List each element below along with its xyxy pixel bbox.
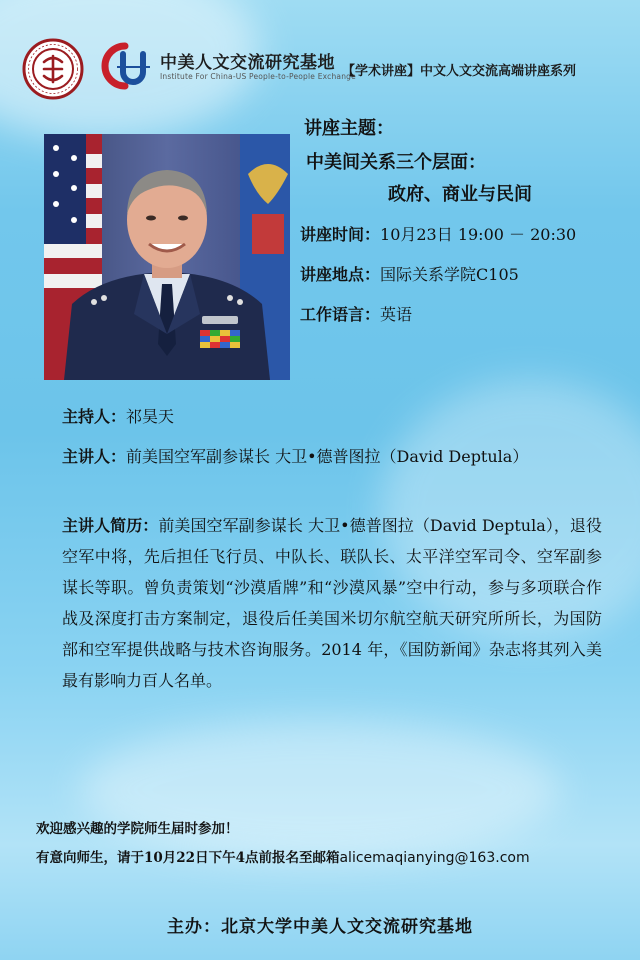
registration-email[interactable]: alicemaqianying@163.com <box>339 850 530 866</box>
time-value: 10月23日 19:00 － 20:30 <box>380 225 577 244</box>
speaker-bio <box>62 510 602 696</box>
welcome-text: 欢迎感兴趣的学院师生届时参加！ <box>36 821 239 837</box>
cu-logo-icon <box>95 40 155 96</box>
series-title: 【学术讲座】中文人文交流高端讲座系列 <box>342 64 577 79</box>
venue-value: 国际关系学院C105 <box>380 265 519 284</box>
speaker-value: 前美国空军副参谋长 大卫•德普图拉（David Deptula） <box>126 447 529 466</box>
pku-logo-icon <box>22 38 84 100</box>
lecture-time-row <box>300 222 576 245</box>
speaker-label: 主讲人： <box>62 447 127 466</box>
bio-value: 前美国空军副参谋长 大卫•德普图拉（David Deptula），退役空军中将，先后担任飞行员、中队长、联队长、太平洋空军司令、空军副参谋长等职。曾负责策划“沙漠盾牌”和“沙漠风暴”空中行动，参与多项联合作战及深度打击方案制定，退役后任美国米切尔航空航天研究所所长，为国防部和空军提供战略与技术咨询服务。2014 年，《国防新闻》杂志将其列入美最有影响力百人名单。 <box>62 516 602 690</box>
registration-prefix: 有意向师生，请于10月22日下午4点前报名至邮箱 <box>36 850 340 866</box>
language-label: 工作语言： <box>300 305 381 324</box>
speaker-photo <box>44 134 290 380</box>
time-label: 讲座时间： <box>300 225 381 244</box>
speaker-row <box>62 441 602 472</box>
institute-name-cn: 中美人文交流研究基地 <box>160 53 335 73</box>
organizer-text: 主办：北京大学中美人文交流研究基地 <box>167 917 473 937</box>
registration-text <box>36 846 530 866</box>
lecture-language-row <box>300 302 412 325</box>
venue-label: 讲座地点： <box>300 265 381 284</box>
topic-title-line-2: 政府、商业与民间 <box>388 184 532 205</box>
language-value: 英语 <box>380 305 413 324</box>
host-label: 主持人： <box>62 407 127 426</box>
host-value: 祁昊天 <box>126 407 175 426</box>
topic-title-line-1: 中美间关系三个层面： <box>306 152 486 173</box>
topic-label: 讲座主题： <box>304 118 394 139</box>
institute-name-en: Institute For China-US People-to-People Exchange <box>160 72 356 81</box>
host-row <box>62 404 174 427</box>
lecture-venue-row <box>300 262 519 285</box>
bio-label: 主讲人简历： <box>62 516 159 535</box>
speaker-portrait-icon <box>44 134 290 380</box>
background-glow <box>80 720 560 860</box>
